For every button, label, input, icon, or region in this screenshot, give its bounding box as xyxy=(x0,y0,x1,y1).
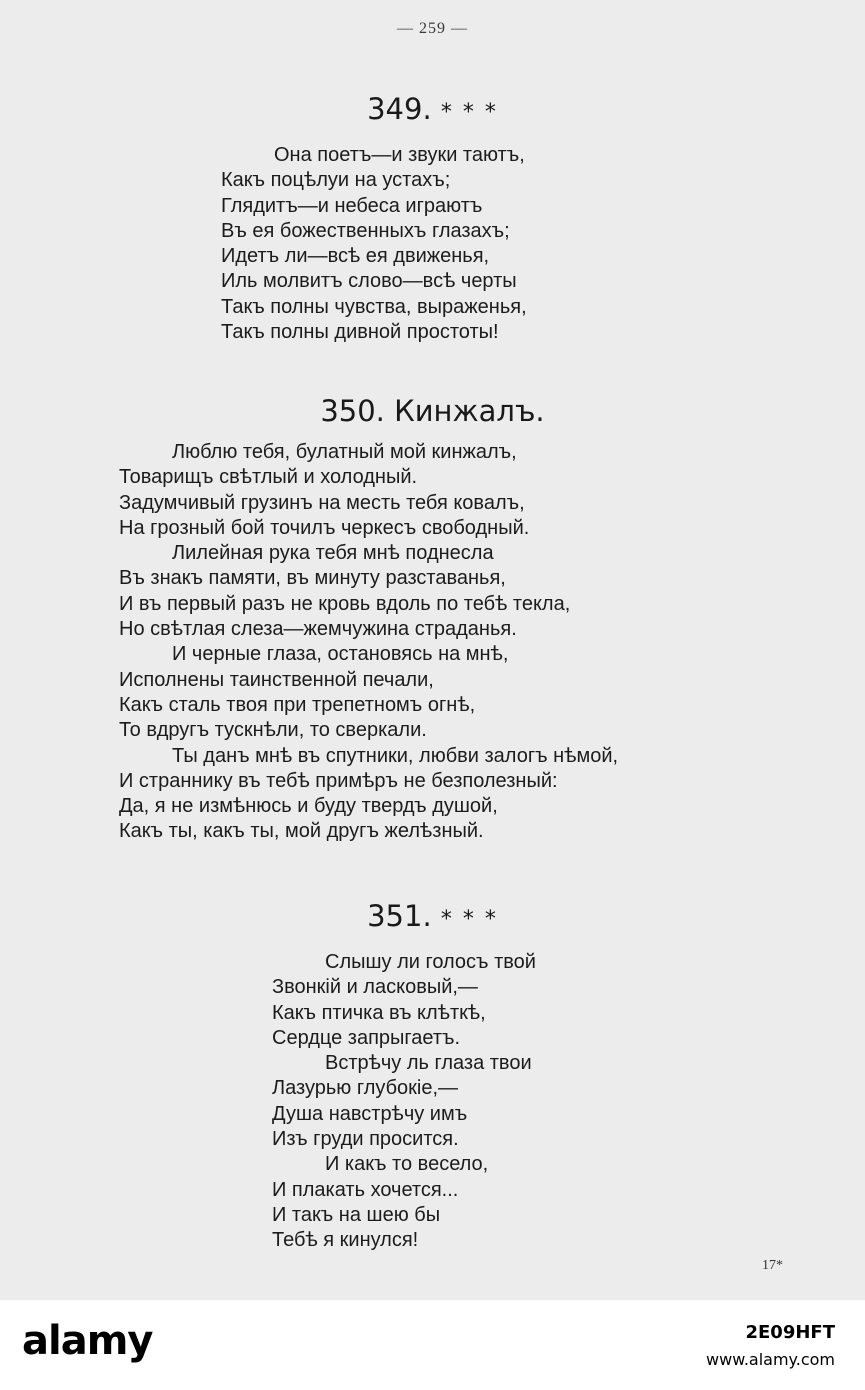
poem-line: Изъ груди просится. xyxy=(272,1128,459,1151)
poem-line: На грозный бой точилъ черкесъ свободный. xyxy=(119,516,530,539)
poem-line: И такъ на шею бы xyxy=(272,1203,441,1226)
poem-line: Ты данъ мнѣ въ спутники, любви залогъ нѣмой, xyxy=(172,744,619,767)
poem-line: Люблю тебя, булатный мой кинжалъ, xyxy=(172,441,517,463)
poem-line: И страннику въ тебѣ примѣръ не безполезный: xyxy=(119,769,558,792)
poem-line: Какъ поцѣлуи на устахъ; xyxy=(221,169,451,192)
poem-line: Звонкій и ласковый,— xyxy=(272,976,478,999)
poem-line: Да, я не измѣнюсь и буду твердъ душой, xyxy=(119,795,498,818)
watermark-url: www.alamy.com xyxy=(706,1350,835,1369)
poem-351-heading xyxy=(0,899,865,933)
poem-line: Идетъ ли—всѣ ея движенья, xyxy=(221,245,490,268)
poem-line: Но свѣтлая слеза—жемчужина страданья. xyxy=(119,618,517,641)
poem-350-heading xyxy=(0,394,865,428)
poem-line: Въ знакъ памяти, въ минуту разставанья, xyxy=(119,567,506,590)
signature-mark: 17* xyxy=(762,1258,783,1273)
poem-line: Такъ полны чувства, выраженья, xyxy=(221,295,527,318)
poem-350-title: 350. Кинжалъ. xyxy=(320,394,545,428)
poem-line: Она поетъ—и звуки таютъ, xyxy=(274,144,525,166)
poem-line: Лилейная рука тебя мнѣ поднесла xyxy=(172,542,494,565)
poem-line: Душа навстрѣчу имъ xyxy=(272,1102,468,1125)
poem-line: Иль молвитъ слово—всѣ черты xyxy=(221,270,517,293)
poem-line: Лазурью глубокіе,— xyxy=(272,1077,459,1100)
poem-349-body xyxy=(221,143,527,345)
poem-line: Товарищъ свѣтлый и холодный. xyxy=(119,466,418,489)
poem-line: Такъ полны дивной простоты! xyxy=(221,321,499,344)
poem-line: И черные глаза, остановясь на мнѣ, xyxy=(172,643,509,666)
poem-350-body xyxy=(119,440,618,845)
poem-line: Сердце запрыгаетъ. xyxy=(272,1026,461,1049)
watermark-image-id: 2E09HFT xyxy=(745,1322,835,1343)
poem-line: Исполнены таинственной печали, xyxy=(119,668,434,691)
poem-line: То вдругъ тускнѣли, то сверкали. xyxy=(119,719,427,742)
poem-351-body xyxy=(272,950,536,1254)
poem-line: Встрѣчу ль глаза твои xyxy=(325,1052,532,1075)
poem-line: И плакать хочется... xyxy=(272,1178,459,1201)
poem-349-heading xyxy=(0,92,865,126)
poem-351-number: 351. xyxy=(367,899,432,933)
poem-line: Тебѣ я кинулся! xyxy=(272,1229,419,1252)
poem-line: Слышу ли голосъ твой xyxy=(325,951,536,973)
page-number: — 259 — xyxy=(397,20,468,37)
poem-line: Глядитъ—и небеса играютъ xyxy=(221,194,483,217)
watermark-logo: alamy xyxy=(22,1318,153,1364)
poem-349-stars: * * * xyxy=(440,100,498,125)
poem-line: Какъ ты, какъ ты, мой другъ желѣзный. xyxy=(119,820,484,843)
poem-349-number: 349. xyxy=(367,92,432,126)
poem-line: Задумчивый грузинъ на месть тебя ковалъ, xyxy=(119,491,525,514)
poem-line: Какъ сталь твоя при трепетномъ огнѣ, xyxy=(119,693,476,716)
poem-line: Какъ птичка въ клѣткѣ, xyxy=(272,1001,486,1024)
poem-line: И какъ то весело, xyxy=(325,1153,489,1176)
poem-351-stars: * * * xyxy=(440,907,498,932)
poem-line: И въ первый разъ не кровь вдоль по тебѣ текла, xyxy=(119,592,571,615)
poem-line: Въ ея божественныхъ глазахъ; xyxy=(221,219,510,242)
